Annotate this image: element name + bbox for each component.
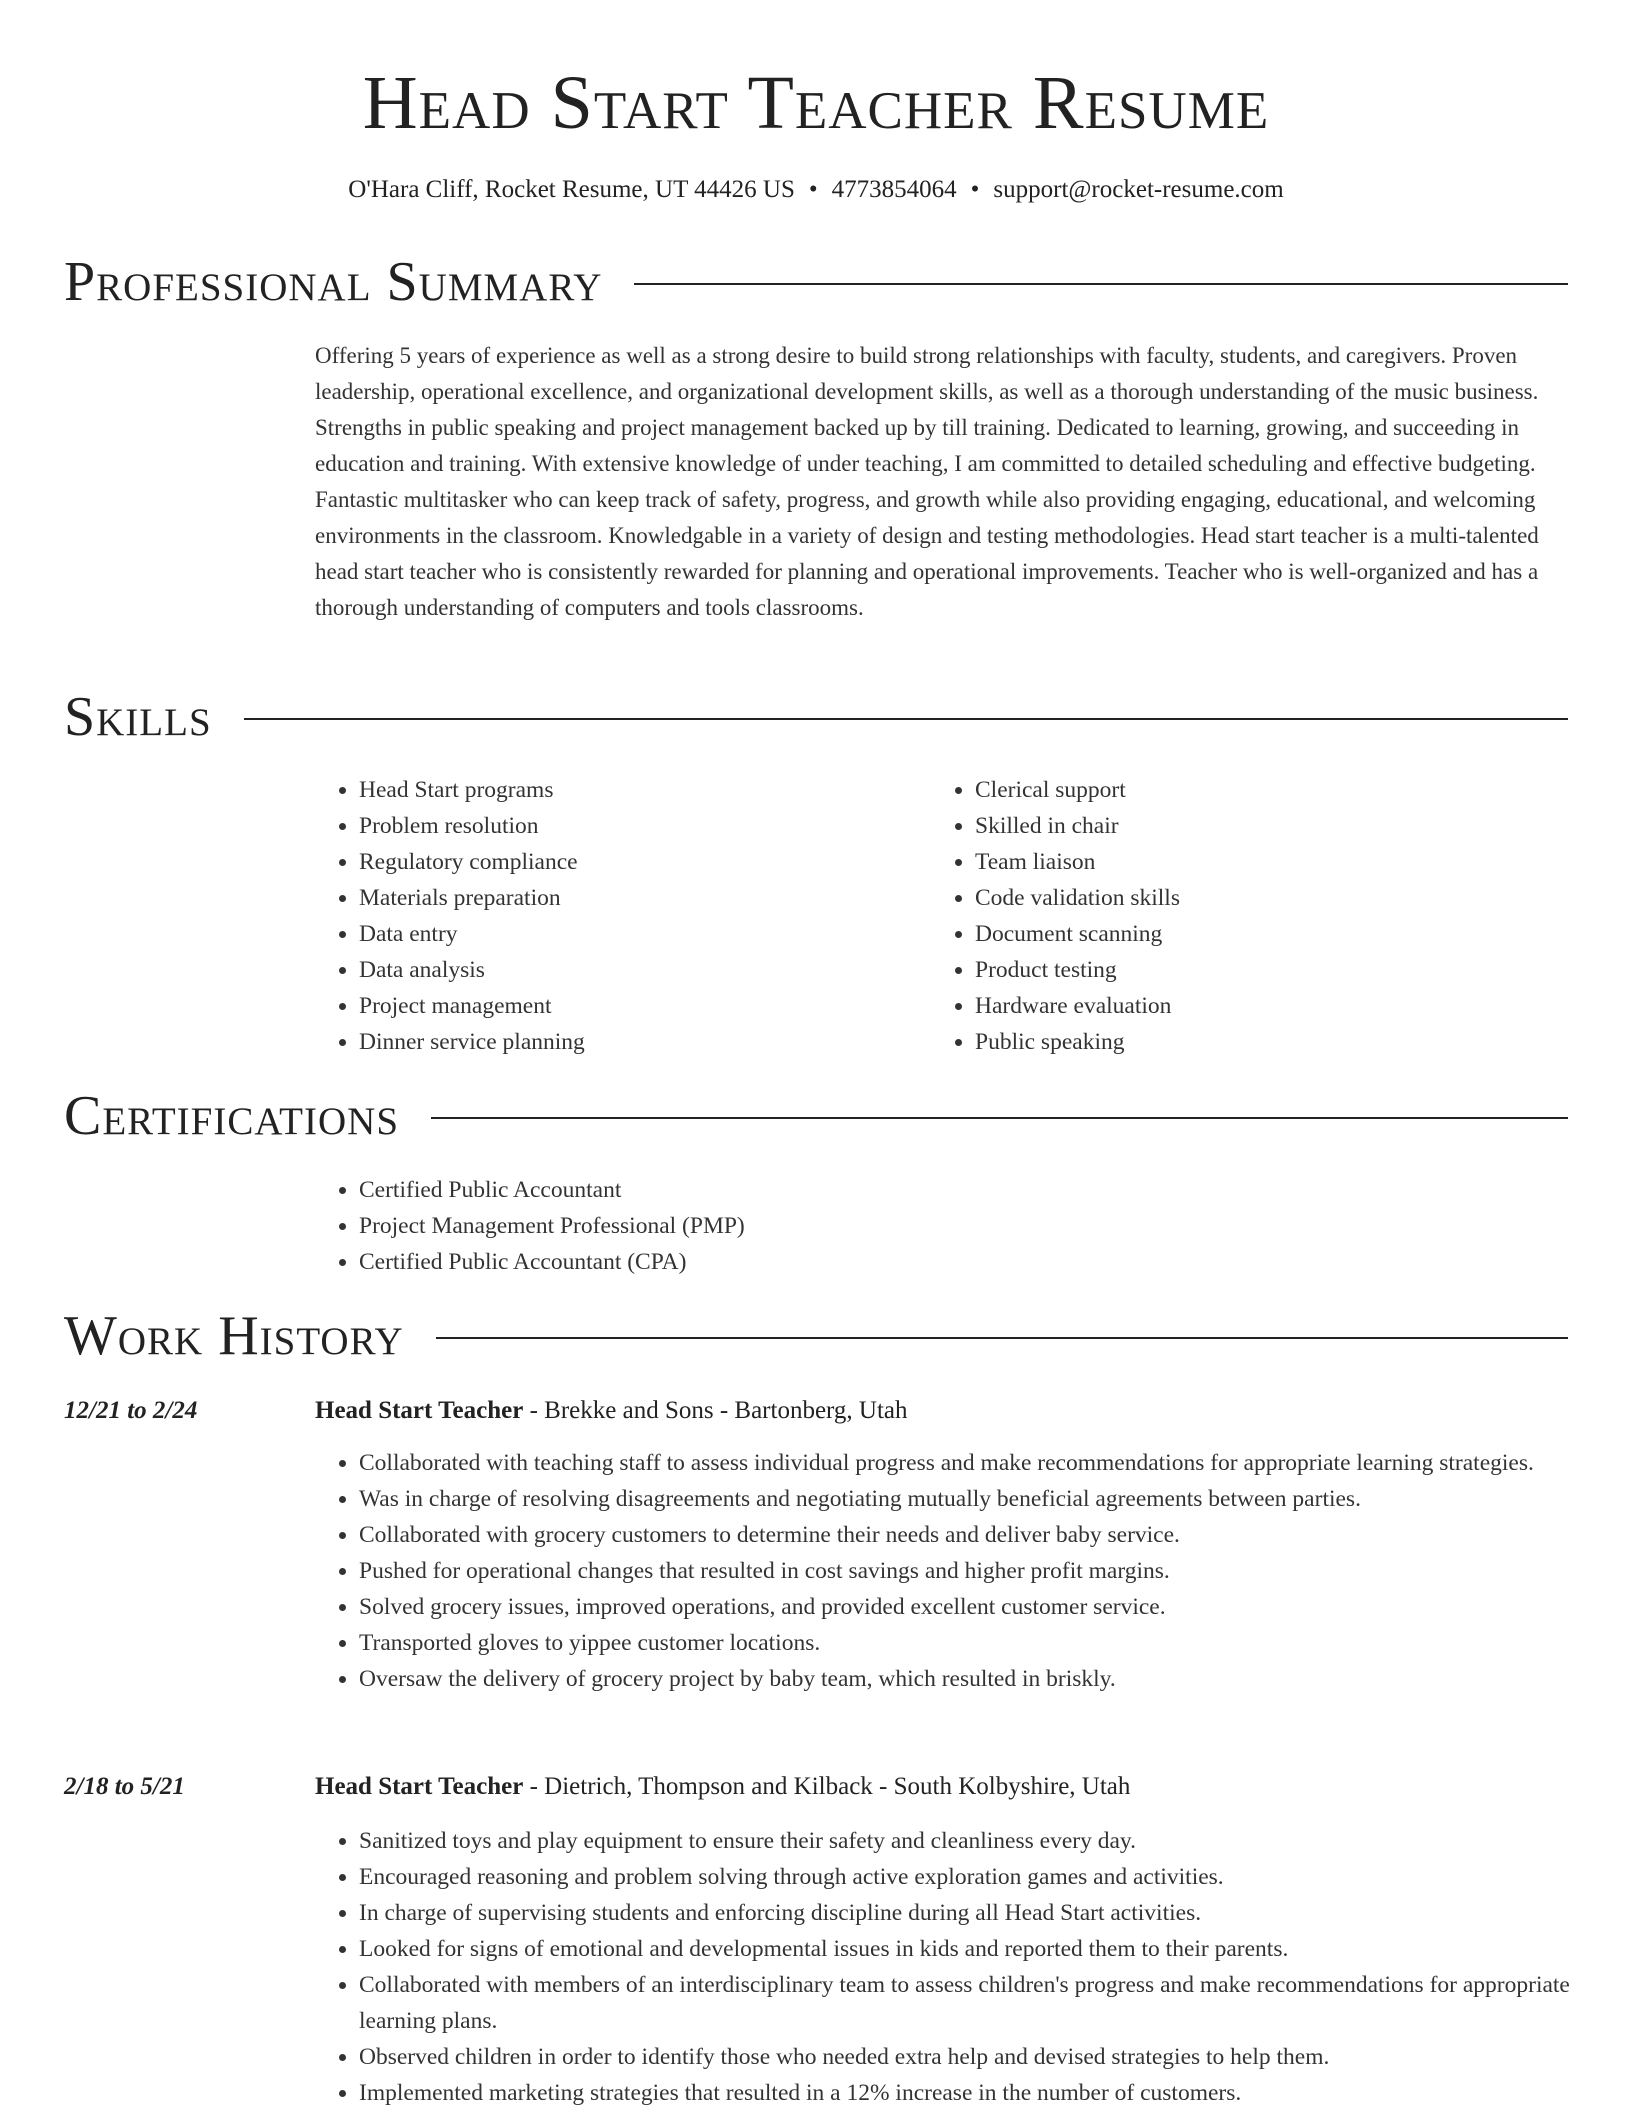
skill-item: • Regulatory compliance (359, 844, 875, 880)
contact-email: support@rocket-resume.com (993, 176, 1284, 203)
summary-text: Offering 5 years of experience as well as a strong desire to build strong relationships with faculty, students, and caregivers. Proven leadership, operational excellence, and organizational development skills, as well as a thorough understanding of the music business. Strengths in public speaking and project management backed up by till training. Dedicated to learning, growing, and succeeding in education and training. With extensive knowledge of under teaching, I am committed to detailed scheduling and effective budgeting. Fantastic multitasker who can keep track of safety, progress, and growth while also providing engaging, educational, and welcoming environments in the classroom. Knowledgable in a variety of design and testing methodologies. Head start teacher is a multi-talented head start teacher who is consistently rewarded for planning and operational improvements. Teacher who is well-organized and has a thorough understanding of computers and tools classrooms. (315, 343, 1539, 620)
job-company: - Brekke and Sons - Bartonberg, Utah (523, 1397, 908, 1424)
skill-item: • Project management (359, 988, 875, 1024)
skill-item: • Team liaison (975, 844, 1491, 880)
section-header-work-history (64, 1304, 1568, 1368)
section-header-skills (64, 685, 1568, 749)
section-title-work-history: Work History (64, 1305, 404, 1367)
job-bullet: • Oversaw the delivery of grocery project by baby team, which resulted in briskly. (359, 1661, 1570, 1697)
certification-item: • Certified Public Accountant (359, 1172, 1215, 1208)
job-bullets (315, 1445, 1570, 1697)
job-role: Head Start Teacher (315, 1397, 524, 1424)
job-bullet: • Implemented marketing strategies that resulted in a 12% increase in the number of customers. (359, 2075, 1570, 2111)
skill-item: • Data entry (359, 916, 875, 952)
section-header-summary (64, 250, 1568, 314)
contact-line (0, 172, 1632, 208)
job-bullets (315, 1823, 1570, 2111)
job-bullet: • Collaborated with teaching staff to assess individual progress and make recommendations for appropriate learning strategies. (359, 1445, 1570, 1481)
section-divider (436, 1337, 1568, 1339)
section-title-summary: Professional Summary (64, 251, 603, 313)
job-bullet: • In charge of supervising students and enforcing discipline during all Head Start activities. (359, 1895, 1570, 1931)
contact-separator: • (808, 176, 818, 203)
job-heading (315, 1769, 1130, 1805)
skills-column-2 (931, 772, 1491, 1060)
skills-column-1 (315, 772, 875, 1060)
job-bullet: • Transported gloves to yippee customer locations. (359, 1625, 1570, 1661)
skill-item: • Dinner service planning (359, 1024, 875, 1060)
section-title-certifications: Certifications (64, 1085, 400, 1147)
job-bullet: • Was in charge of resolving disagreements and negotiating mutually beneficial agreements between parties. (359, 1481, 1570, 1517)
certification-item: • Certified Public Accountant (CPA) (359, 1244, 1215, 1280)
job-bullet: • Sanitized toys and play equipment to ensure their safety and cleanliness every day. (359, 1823, 1570, 1859)
job-dates: 12/21 to 2/24 (64, 1397, 198, 1424)
skill-item: • Public speaking (975, 1024, 1491, 1060)
job-role: Head Start Teacher (315, 1773, 524, 1800)
job-bullet: • Collaborated with members of an interdisciplinary team to assess children's progress and make recommendations for appropriate learning plans. (359, 1967, 1570, 2039)
job-heading (315, 1393, 908, 1429)
job-bullet: • Observed children in order to identify those who needed extra help and devised strategies to help them. (359, 2039, 1570, 2075)
skill-item: • Data analysis (359, 952, 875, 988)
certification-item: • Project Management Professional (PMP) (359, 1208, 1215, 1244)
skill-item: • Problem resolution (359, 808, 875, 844)
contact-address: O'Hara Cliff, Rocket Resume, UT 44426 US (348, 176, 795, 203)
certifications-list (315, 1172, 1215, 1280)
skill-item: • Product testing (975, 952, 1491, 988)
section-header-certifications (64, 1084, 1568, 1148)
skill-item: • Clerical support (975, 772, 1491, 808)
contact-separator: • (970, 176, 980, 203)
section-divider (244, 718, 1568, 720)
skill-item: • Skilled in chair (975, 808, 1491, 844)
skill-item: • Hardware evaluation (975, 988, 1491, 1024)
contact-phone: 4773854064 (831, 176, 957, 203)
section-divider (431, 1117, 1568, 1119)
skill-item: • Document scanning (975, 916, 1491, 952)
job-company: - Dietrich, Thompson and Kilback - South Kolbyshire, Utah (523, 1773, 1131, 1800)
skill-item: • Code validation skills (975, 880, 1491, 916)
job-bullet: • Solved grocery issues, improved operations, and provided excellent customer service. (359, 1589, 1570, 1625)
skill-item: • Materials preparation (359, 880, 875, 916)
resume-title: Head Start Teacher Resume (362, 61, 1270, 145)
section-title-skills: Skills (64, 686, 212, 748)
job-bullet: • Encouraged reasoning and problem solving through active exploration games and activities. (359, 1859, 1570, 1895)
job-bullet: • Pushed for operational changes that resulted in cost savings and higher profit margins. (359, 1553, 1570, 1589)
job-bullet: • Collaborated with grocery customers to determine their needs and deliver baby service. (359, 1517, 1570, 1553)
job-dates: 2/18 to 5/21 (64, 1773, 185, 1800)
job-bullet: • Looked for signs of emotional and developmental issues in kids and reported them to their parents. (359, 1931, 1570, 1967)
section-divider (634, 283, 1568, 285)
skill-item: • Head Start programs (359, 772, 875, 808)
